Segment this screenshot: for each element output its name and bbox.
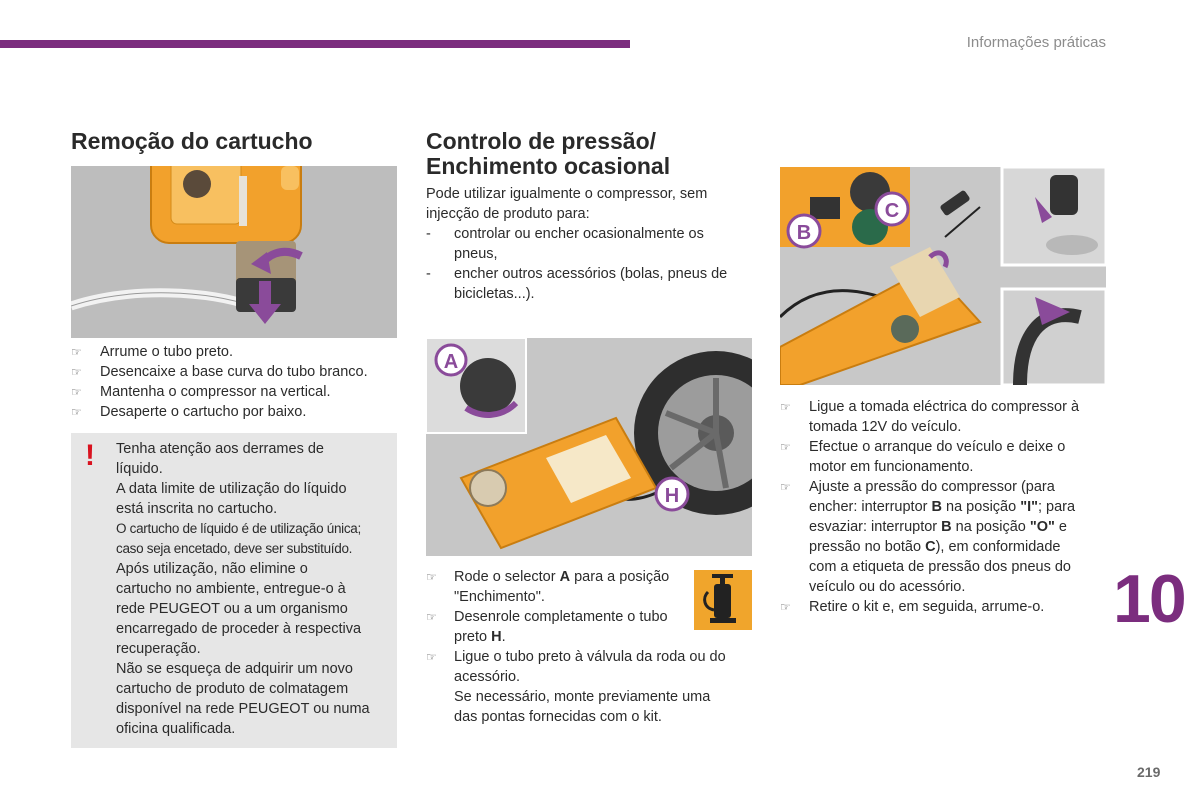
- warning-line: encarregado de proceder à respectiva: [116, 621, 362, 637]
- warning-line: caso seja encetado, deve ser substituído.: [116, 541, 353, 556]
- section-title: Informações práticas: [966, 34, 1106, 51]
- pressure-check-steps: [426, 567, 726, 727]
- list-item: ☞ Retire o kit e, em seguida, arrume-o.: [780, 599, 1045, 615]
- warning-box: [71, 433, 397, 748]
- figure-label-b: B: [796, 222, 812, 244]
- figure-label-h: H: [664, 485, 680, 507]
- warning-line: líquido.: [116, 461, 163, 477]
- warning-line: A data limite de utilização do líquido: [116, 481, 347, 497]
- warning-line: rede PEUGEOT ou a um organismo: [116, 601, 348, 617]
- header-accent-bar: [0, 40, 630, 48]
- figure-label-c: C: [884, 200, 900, 222]
- compressor-wheel-figure: [426, 338, 752, 556]
- pressure-check-title: Controlo de pressão/ Enchimento ocasional: [426, 128, 671, 179]
- warning-line: cartucho no ambiente, entregue-o à: [116, 581, 346, 597]
- list-item: ☞ Ligue o tubo preto à válvula da roda ou do acessório. Se necessário, monte previamente uma das pontas fornecidas com o kit.: [426, 649, 726, 725]
- list-item: ☞ Ligue a tomada eléctrica do compressor à tomada 12V do veículo.: [780, 399, 1080, 435]
- list-item: ☞ Desenrole completamente o tubo preto H.: [426, 609, 668, 645]
- warning-line: cartucho de produto de colmatagem: [116, 681, 349, 697]
- list-item: ☞ Rode o selector A para a posição "Enchimento".: [426, 569, 670, 605]
- connection-steps: [780, 397, 1110, 617]
- warning-line: O cartucho de líquido é de utilização única;: [116, 521, 361, 536]
- warning-line: oficina qualificada.: [116, 721, 236, 737]
- list-item: ☞ Arrume o tubo preto.: [71, 342, 401, 362]
- warning-line: disponível na rede PEUGEOT ou numa: [116, 701, 370, 717]
- list-item: ☞ Desencaixe a base curva do tubo branco.: [71, 362, 401, 382]
- list-item: ☞ Ajuste a pressão do compressor (para encher: interruptor B na posição "I"; para esvaziar: interruptor B na posição "O" e pressão no botão C), em conformidade com a etiqueta de pressão dos pneus do veículo ou do acessório.: [780, 479, 1076, 595]
- list-item: ☞ Desaperte o cartucho por baixo.: [71, 402, 401, 422]
- warning-text: [116, 439, 394, 739]
- warning-line: Tenha atenção aos derrames de: [116, 441, 324, 457]
- list-item: ☞ Mantenha o compressor na vertical.: [71, 382, 401, 402]
- figure-label-a: A: [443, 351, 459, 373]
- warning-line: está inscrita no cartucho.: [116, 501, 278, 517]
- list-item: ☞ Efectue o arranque do veículo e deixe o motor em funcionamento.: [780, 439, 1066, 475]
- cartridge-removal-steps: [71, 342, 401, 422]
- warning-line: Não se esqueça de adquirir um novo: [116, 661, 353, 677]
- cartridge-removal-figure: [71, 166, 397, 338]
- compressor-connection-figure: [780, 167, 1106, 385]
- cartridge-removal-title: Remoção do cartucho: [71, 128, 313, 154]
- warning-line: recuperação.: [116, 641, 201, 657]
- exclamation-icon: !: [85, 439, 95, 472]
- warning-line: Após utilização, não elimine o: [116, 561, 308, 577]
- list-item: - encher outros acessórios (bolas, pneus de bicicletas...).: [426, 266, 728, 302]
- chapter-number: 10: [1113, 561, 1185, 637]
- tire-pump-icon: [694, 570, 752, 630]
- list-item: - controlar ou encher ocasionalmente os pneus,: [426, 226, 704, 262]
- pressure-check-intro: Pode utilizar igualmente o compressor, sem injecção de produto para: - controlar ou encher ocasionalmente os pneus, - encher outros acessórios (bolas, pneus de bicicletas...).: [426, 184, 756, 304]
- page-number: 219: [1137, 764, 1161, 780]
